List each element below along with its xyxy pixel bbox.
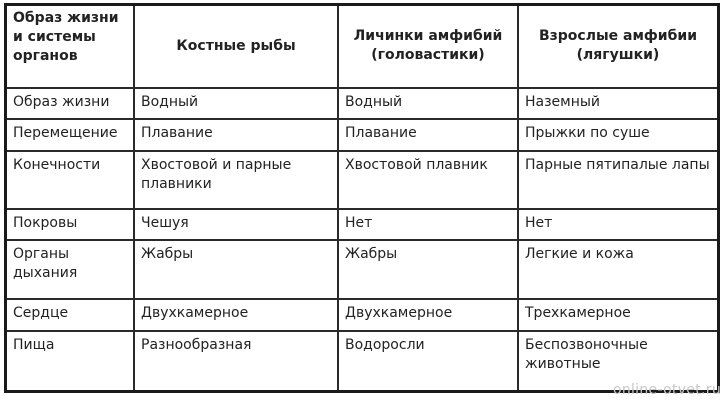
table-cell: Нет [518,209,717,240]
table-cell: Плавание [134,119,338,150]
table-cell: Двухкамерное [134,299,338,330]
table-row [7,119,717,150]
table-cell: Плавание [338,119,518,150]
comparison-table-frame [4,3,720,393]
header-cell-adult-amphibians: Взрослые амфибии (лягушки) [518,6,717,88]
header-cell-tadpoles: Личинки амфибий (головастики) [338,6,518,88]
table-cell: Хвостовой плавник [338,151,518,209]
table-cell: Легкие и кожа [518,240,717,299]
row-label: Покровы [7,209,134,240]
site-watermark: online-otvet.ru [612,382,721,398]
table-row [7,331,717,390]
table-row [7,299,717,330]
table-cell: Трехкамерное [518,299,717,330]
table-row [7,88,717,119]
table-cell: Хвостовой и парные плавники [134,151,338,209]
table-cell: Беспозвоночные животные [518,331,717,390]
row-label: Конечности [7,151,134,209]
row-label: Образ жизни [7,88,134,119]
table-cell: Чешуя [134,209,338,240]
table-cell: Разнообразная [134,331,338,390]
table-cell: Двухкамерное [338,299,518,330]
comparison-table [7,6,717,390]
table-cell: Водный [338,88,518,119]
row-label: Сердце [7,299,134,330]
table-cell: Жабры [134,240,338,299]
table-cell: Наземный [518,88,717,119]
row-label: Органы дыхания [7,240,134,299]
table-row [7,240,717,299]
table-cell: Водный [134,88,338,119]
header-cell-bony-fish: Костные рыбы [134,6,338,88]
row-label: Перемещение [7,119,134,150]
table-cell: Парные пятипалые лапы [518,151,717,209]
table-header-row [7,6,717,88]
table-row [7,209,717,240]
table-cell: Прыжки по суше [518,119,717,150]
header-cell-systems: Образ жизни и системы органов [7,6,134,88]
table-cell: Нет [338,209,518,240]
row-label: Пища [7,331,134,390]
table-cell: Жабры [338,240,518,299]
table-row [7,151,717,209]
table-cell: Водоросли [338,331,518,390]
